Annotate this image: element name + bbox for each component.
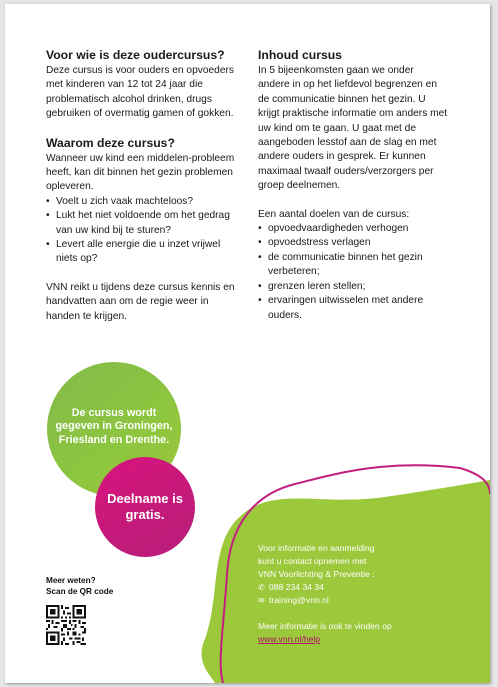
- why-course-text: Wanneer uw kind een middelen-probleem heeft, kan dit binnen het gezin problemen opleveren.: [46, 152, 235, 193]
- list-item: • Voelt u zich vaak machteloos?: [46, 195, 242, 209]
- list-item: • opvoedvaardigheden verhogen: [258, 222, 448, 236]
- phone-icon: ✆: [258, 583, 265, 592]
- website-link[interactable]: www.vnn.nl/help: [258, 634, 321, 644]
- list-item: • Lukt het niet voldoende om het gedrag van uw kind bij te sturen?: [46, 209, 242, 238]
- free-participation-text: Deelname is gratis.: [107, 491, 183, 522]
- qr-code[interactable]: [46, 605, 86, 645]
- contact-info: [258, 542, 458, 646]
- why-course-heading: Waarom deze cursus?: [46, 135, 175, 150]
- mail-icon: ✉: [258, 596, 265, 605]
- target-audience-text: Deze cursus is voor ouders en opvoeders met kinderen van 12 tot 24 jaar die problematisch alcohol drinken, drugs gebruiken of overmatig gamen of gokken.: [46, 65, 235, 120]
- list-item: • grenzen leren stellen;: [258, 280, 448, 294]
- list-item: • ervaringen uitwisselen met andere ouders.: [258, 294, 448, 323]
- course-content-heading: Inhoud cursus: [258, 48, 342, 62]
- email-address[interactable]: training@vnn.nl: [269, 595, 329, 605]
- qr-caption: [46, 576, 113, 597]
- free-participation-circle: [95, 457, 195, 557]
- qr-caption-line1: Meer weten?: [46, 576, 96, 585]
- info-line3: VNN Voorlichting & Preventie :: [258, 569, 375, 579]
- list-item: • de communicatie binnen het gezin verbeteren;: [258, 251, 448, 280]
- email-row: [258, 594, 458, 607]
- list-item: • opvoedstress verlagen: [258, 236, 448, 250]
- locations-text: De cursus wordt gegeven in Groningen, Friesland en Drenthe.: [55, 406, 173, 446]
- phone-row: [258, 581, 458, 594]
- info-line2: kunt u contact opnemen met: [258, 556, 367, 566]
- target-audience-heading: Voor wie is deze oudercursus?: [46, 48, 225, 62]
- phone-number[interactable]: 088 234 34 34: [269, 582, 324, 592]
- qr-caption-line2: Scan de QR code: [46, 586, 114, 596]
- why-course-closing: VNN reikt u tijdens deze cursus kennis en handvatten aan om de regie weer in handen te krijgen.: [46, 281, 235, 322]
- list-item: • Levert alle energie die u inzet vrijwel niets op?: [46, 238, 242, 267]
- course-content-text: In 5 bijeenkomsten gaan we onder andere in op het liefdevol begrenzen en de communicatie binnen het gezin. U krijgt praktische informatie om anders met uw kind om te gaan. U gaat met de aangeboden lesstof aan de slag en met andere ouders in gesprek. Er kunnen maximaal twaalf ouders/verzorgers per groep deelnemen.: [258, 65, 448, 192]
- goals-intro: Een aantal doelen van de cursus:: [258, 208, 410, 220]
- info-line1: Voor informatie en aanmelding: [258, 543, 375, 553]
- more-info-text: Meer informatie is ook te vinden op: [258, 621, 392, 631]
- brochure-page: [5, 4, 490, 683]
